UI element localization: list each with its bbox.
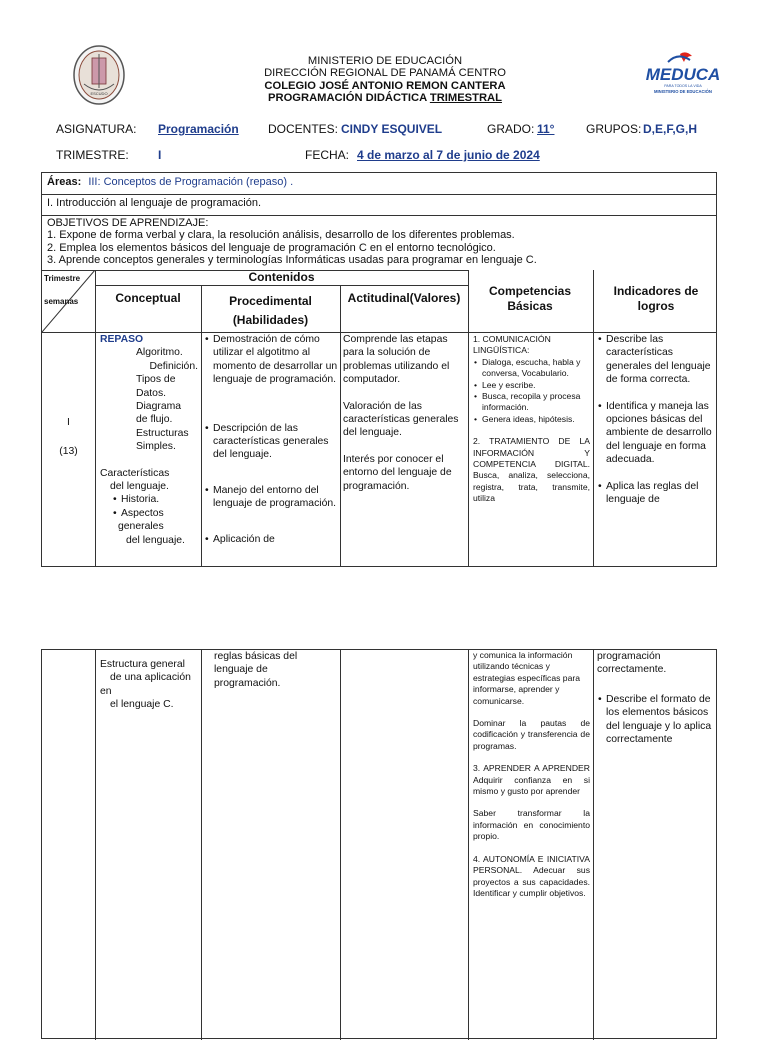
header-trimestre: Trimestre [44, 274, 81, 283]
row1-competencias: 1. COMUNICACIÓN LINGÜÍSTICA: • Dialoga, escucha, habla y conversa, Vocabulario. • Lee y escribe. • Busca, recopila y procesa información. • Genera ideas, hipótesis. 2. TRATAMIENTO DE LA INFORMACIÓN Y COMPETENCIA DIGITAL. Busca, analiza, selecciona, registra, trata, transmite, utiliza [473, 334, 590, 505]
asignatura-label: ASIGNATURA: [56, 122, 137, 136]
row2-conceptual: Estructura general de una aplicación en el lenguaje C. [100, 659, 191, 711]
header-competencias: Competencias Básicas [488, 284, 572, 313]
header-procedimental: Procedimental (Habilidades) [229, 294, 312, 327]
objetivo-1: 1. Expone de forma verbal y clara, la resolución análisis, desarrollo de los diferentes problemas. [47, 229, 515, 242]
document-header [230, 55, 540, 105]
trimestre-label: TRIMESTRE: [56, 148, 129, 162]
objetivo-3: 3. Aprende conceptos generales y terminologías Informáticas usadas para programar en lenguaje C. [47, 254, 537, 267]
fecha-value: 4 de marzo al 7 de junio de 2024 [357, 148, 540, 162]
header-contenidos: Contenidos [248, 270, 315, 284]
row2-competencias: y comunica la información utilizando técnicas y estrategias específicas para informarse, aprender y comunicarse. Dominar la pautas de codificación y transferencia de programas. 3. APRENDER A APRENDER Adquirir confianza en si mismo y gusto por aprender Saber transformar la información en conocimiento propio. 4. AUTONOMÍA E INICIATIVA PERSONAL. Adecuar sus proyectos a sus capacidades. Identificar y cumplir objetivos. [473, 650, 590, 898]
areas-value: III: Conceptos de Programación (repaso) . [88, 176, 294, 188]
svg-text:ESCUDO: ESCUDO [90, 91, 108, 96]
docentes-value: CINDY ESQUIVEL [341, 122, 443, 136]
row1-actitudinal: Comprende las etapas para la solución de problemas utilizando el computador. Valoración de las características generales del lenguaje. Interés por conocer el entorno del lenguaje de programación. [343, 334, 459, 492]
svg-text:PARA TODOS LA VIDA: PARA TODOS LA VIDA [664, 84, 702, 88]
row1-conceptual: REPASO Algoritmo. Definición. Tipos de Datos. Diagrama de flujo. Estructuras Simples. Características del lenguaje. • Historia. • Aspectos generales del lenguaje. [100, 333, 198, 547]
areas-label: Áreas: [47, 176, 82, 188]
header-actitudinal: Actitudinal(Valores) [347, 291, 461, 305]
row2-procedimental: reglas básicas del lenguaje de programación. [214, 651, 298, 689]
trimestre-value: I [158, 148, 162, 162]
row2-indicadores: programación correctamente. • Describe el formato de los elementos básicos del lenguaje y lo aplica correctamente [597, 650, 715, 746]
historia-item: • Historia. [112, 493, 198, 506]
areas-row [47, 176, 293, 189]
school-crest-logo [72, 44, 126, 106]
repaso-label: REPASO [100, 334, 144, 345]
planning-table-page2 [41, 649, 717, 1039]
docentes-label: DOCENTES: [268, 122, 339, 136]
svg-text:MEDUCA: MEDUCA [646, 65, 720, 84]
fecha-label: FECHA: [305, 148, 350, 162]
header-conceptual: Conceptual [115, 291, 181, 305]
ministry-title: MINISTERIO DE EDUCACIÓN [307, 55, 463, 67]
regional-direction: DIRECCIÓN REGIONAL DE PANAMÁ CENTRO [264, 67, 506, 80]
header-indicadores: Indicadores de logros [613, 284, 699, 313]
meduca-logo [646, 50, 720, 96]
grupos-value: D,E,F,G,H [643, 122, 698, 136]
row1-indicadores: • Describe las características generales del lenguaje de forma correcta. • Identifica y maneja las opciones básicas del ambiente de desarrollo del lenguaje en forma adecuada. • Aplica las reglas del lenguaje de [597, 333, 715, 506]
row1-semanas: (13) [59, 446, 78, 457]
asignatura-value: Programación [158, 122, 239, 136]
svg-text:MINISTERIO DE EDUCACIÓN: MINISTERIO DE EDUCACIÓN [654, 89, 712, 94]
row1-trimestre: I [67, 417, 70, 428]
aspectos-item: • Aspectos [112, 507, 198, 520]
grupos-label: GRUPOS: [586, 122, 642, 136]
program-title: PROGRAMACIÓN DIDÁCTICA TRIMESTRAL [268, 92, 502, 105]
planning-table-page1 [41, 172, 717, 567]
grado-value: 11° [537, 122, 555, 136]
row1-procedimental: • Demostración de cómo utilizar el algotitmo al momento de desarrollar un lenguaje de programación. • Descripción de las características generales del lenguaje. • Manejo del entorno del lenguaje de programación. • Aplicación de [204, 333, 338, 546]
objetivos-block [47, 217, 537, 267]
grado-label: GRADO: [487, 122, 535, 136]
areas-intro: I. Introducción al lenguaje de programación. [47, 197, 262, 209]
objetivo-2: 2. Emplea los elementos básicos del lenguaje de programación C en el entorno tecnológico. [47, 241, 496, 254]
header-semanas: semanas [44, 297, 79, 306]
objetivos-title: OBJETIVOS DE APRENDIZAJE: [47, 217, 209, 229]
school-name: COLEGIO JOSÉ ANTONIO REMON CANTERA [264, 79, 506, 92]
